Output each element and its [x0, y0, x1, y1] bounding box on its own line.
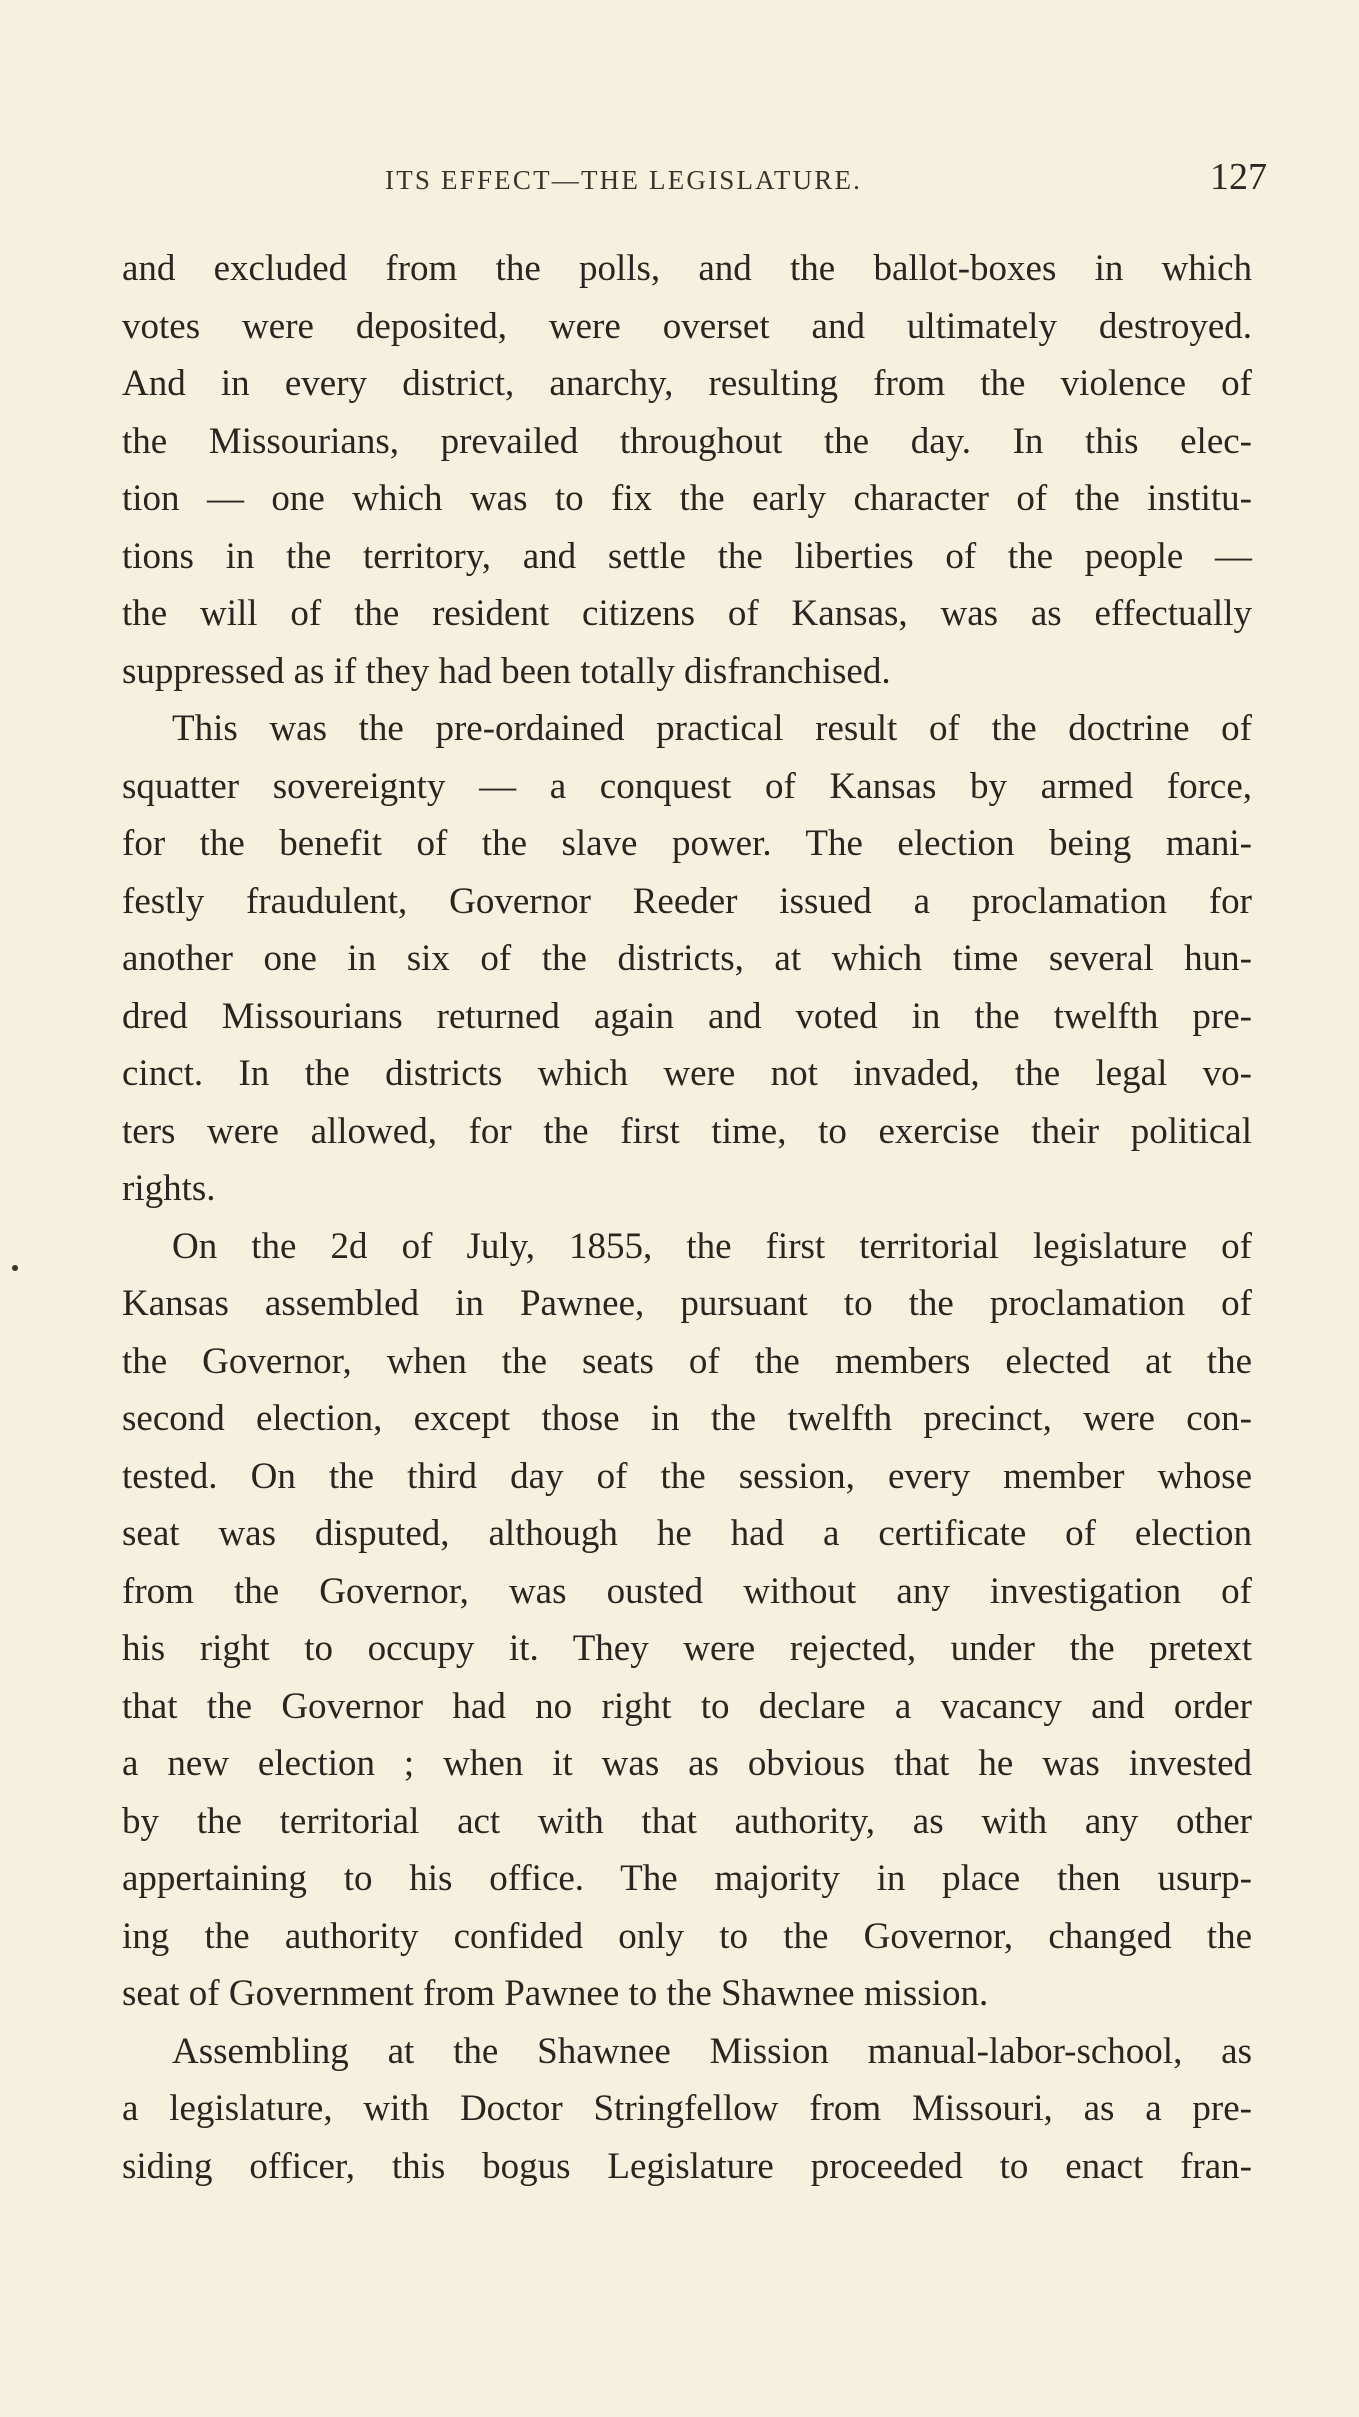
text-line: another one in six of the districts, at which time several hun-	[122, 938, 1252, 979]
page-number: 127	[1210, 156, 1267, 198]
text-line: the Missourians, prevailed throughout the day. In this elec-	[122, 420, 1252, 462]
text-line: second election, except those in the twelfth precinct, were con-	[122, 1398, 1252, 1439]
text-line: festly fraudulent, Governor Reeder issued a proclamation for	[122, 880, 1252, 922]
body-text	[122, 240, 1252, 2195]
text-line: On the 2d of July, 1855, the first territorial legislature of	[172, 1225, 1252, 1267]
text-line: And in every district, anarchy, resulting from the violence of	[122, 363, 1252, 404]
margin-ink-dot	[12, 1265, 18, 1271]
text-line: and excluded from the polls, and the ballot-boxes in which	[122, 248, 1252, 289]
text-line: a new election ; when it was as obvious that he was invested	[122, 1743, 1252, 1784]
text-line: appertaining to his office. The majority in place then usurp-	[122, 1858, 1252, 1899]
text-line: Assembling at the Shawnee Mission manual-labor-school, as	[172, 2030, 1252, 2072]
running-title: ITS EFFECT—THE LEGISLATURE.	[385, 165, 863, 195]
paragraph	[122, 700, 1252, 1218]
text-line: rights.	[122, 1168, 216, 1209]
text-line: his right to occupy it. They were rejected, under the pretext	[122, 1628, 1252, 1669]
paragraph	[122, 2023, 1252, 2196]
text-line: cinct. In the districts which were not invaded, the legal vo-	[122, 1053, 1252, 1094]
text-line: ters were allowed, for the first time, to exercise their political	[122, 1110, 1252, 1152]
paragraph	[122, 1218, 1252, 2023]
text-line: ing the authority confided only to the Governor, changed the	[122, 1915, 1252, 1957]
text-line: siding officer, this bogus Legislature proceeded to enact fran-	[122, 2145, 1252, 2187]
text-line: votes were deposited, were overset and ultimately destroyed.	[122, 305, 1252, 347]
text-line: This was the pre-ordained practical result of the doctrine of	[172, 708, 1252, 749]
text-line: tion — one which was to fix the early character of the institu-	[122, 478, 1252, 519]
text-line: seat was disputed, although he had a certificate of election	[122, 1513, 1252, 1554]
text-line: suppressed as if they had been totally disfranchised.	[122, 650, 891, 692]
text-line: Kansas assembled in Pawnee, pursuant to the proclamation of	[122, 1283, 1252, 1324]
text-line: tested. On the third day of the session, every member whose	[122, 1455, 1252, 1497]
text-line: for the benefit of the slave power. The election being mani-	[122, 823, 1252, 864]
text-line: tions in the territory, and settle the liberties of the people —	[122, 535, 1252, 577]
text-line: seat of Government from Pawnee to the Shawnee mission.	[122, 1973, 989, 2014]
text-line: from the Governor, was ousted without any investigation of	[122, 1570, 1252, 1612]
text-line: the will of the resident citizens of Kansas, was as effectually	[122, 593, 1252, 634]
paragraph	[122, 240, 1252, 700]
text-line: dred Missourians returned again and voted in the twelfth pre-	[122, 995, 1252, 1037]
text-line: squatter sovereignty — a conquest of Kansas by armed force,	[122, 765, 1252, 807]
text-line: the Governor, when the seats of the members elected at the	[122, 1340, 1252, 1382]
running-head	[122, 155, 1267, 205]
text-line: by the territorial act with that authority, as with any other	[122, 1800, 1252, 1842]
text-line: a legislature, with Doctor Stringfellow from Missouri, as a pre-	[122, 2088, 1252, 2129]
text-line: that the Governor had no right to declare a vacancy and order	[122, 1685, 1252, 1727]
